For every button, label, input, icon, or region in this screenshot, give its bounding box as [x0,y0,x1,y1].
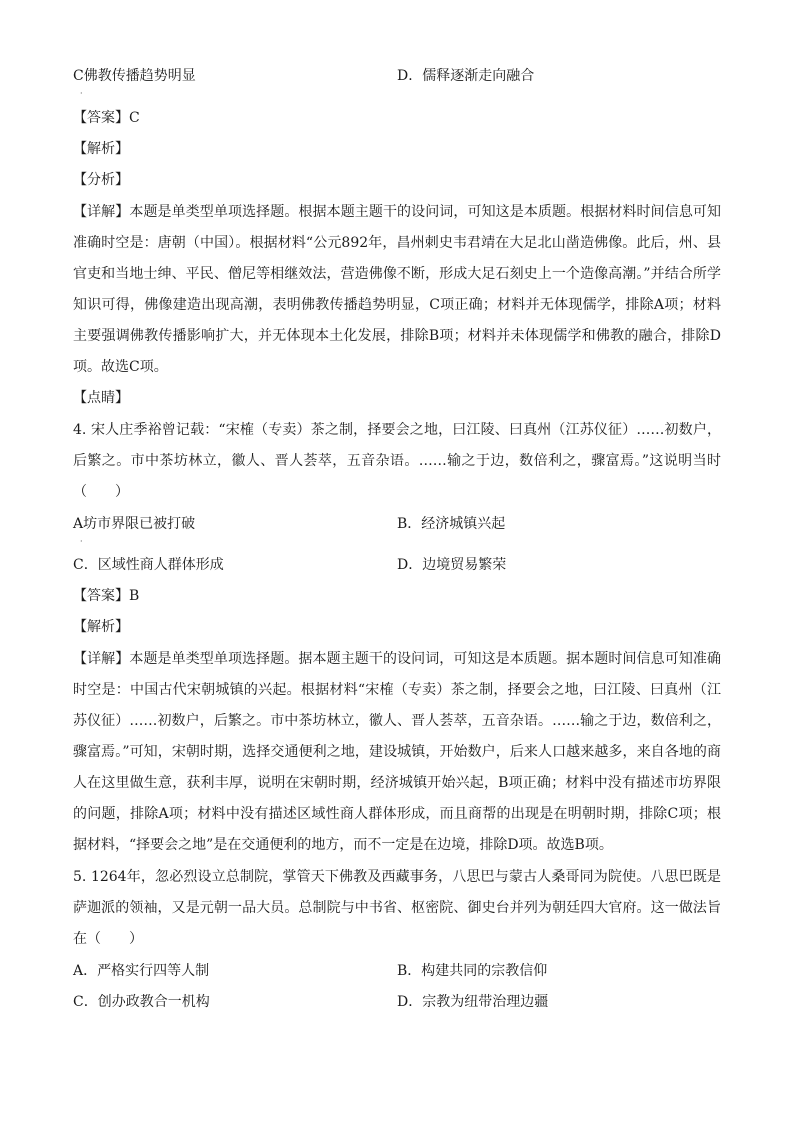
stray-dot: · [80,537,83,546]
q3-fenxi-heading: 【分析】 [73,172,129,188]
answer-label: 【答案】 [73,110,129,126]
q3-jiexi-heading: 【解析】 [73,141,129,157]
q5-option-b: B．构建共同的宗教信仰 [397,963,548,979]
q3-answer [73,108,140,128]
q5-stem: 5. 1264年，忽必烈设立总制院，掌管天下佛教及西藏事务，八思巴与蒙古人桑哥同为院使。八思巴既是萨迦派的领袖，又是元朝一品大员。总制院与中书省、枢密院、御史台并列为朝廷四大官府。这一做法旨在（ ） [73,869,721,947]
answer-value: C [129,110,140,126]
q3-detail-paragraph: 【详解】本题是单类型单项选择题。根据本题主题干的设问词，可知这是本质题。根据材料时间信息可知准确时空是：唐朝（中国）。根据材料“公元892年，昌州刺史韦君靖在大足北山凿造佛像。此后，州、县官吏和当地士绅、平民、僧尼等相继效法，营造佛像不断，形成大足石刻史上一个造像高潮。”并结合所学知识可得，佛像建造出现高潮，表明佛教传播趋势明显，C项正确；材料并无体现儒学，排除A项；材料主要强调佛教传播影响扩大，并无体现本土化发展，排除B项；材料并未体现儒学和佛教的融合，排除D项。故选C项。 [73,204,721,375]
q3-option-d: D．儒释逐渐走向融合 [397,68,535,84]
q4-option-a: A坊市界限已被打破 [73,516,196,532]
q5-option-a: A．严格实行四等人制 [73,963,210,979]
q4-detail-paragraph: 【详解】本题是单类型单项选择题。据本题主题干的设问词，可知这是本质题。据本题时间信息可知准确时空是：中国古代宋朝城镇的兴起。根据材料“宋榷（专卖）茶之制，择要会之地，曰江陵、曰真州（江苏仪征）……初数户，后繁之。市中茶坊林立，徽人、晋人荟萃，五音杂语。……输之于边，数倍利之，骤富焉。”可知，宋朝时期，选择交通便利之地，建设城镇，开始数户，后来人口越来越多，来自各地的商人在这里做生意，获利丰厚，说明在宋朝时期，经济城镇开始兴起，B项正确；材料中没有描述市坊界限的问题，排除A项；材料中没有描述区域性商人群体形成，而且商帮的出现是在明朝时期，排除C项；根据材料，“择要会之地”是在交通便利的地方，而不一定是在边境，排除D项。故选B项。 [73,651,721,853]
q3-option-c: C佛教传播趋势明显 [73,68,196,84]
q4-option-b: B．经济城镇兴起 [397,516,506,532]
q5-option-c: C．创办政教合一机构 [73,994,210,1010]
q3-dianjing-heading: 【点睛】 [73,390,129,406]
answer-value: B [129,588,140,604]
stray-dot: · [80,89,83,98]
q5-option-d: D．宗教为纽带治理边疆 [397,994,549,1010]
q4-option-d: D．边境贸易繁荣 [397,557,507,573]
q4-answer [73,586,139,606]
q4-jiexi-heading: 【解析】 [73,619,129,635]
answer-label: 【答案】 [73,588,129,604]
q4-stem: 4. 宋人庄季裕曾记载：“宋榷（专卖）茶之制，择要会之地，曰江陵、曰真州（江苏仪征）……初数户，后繁之。市中茶坊林立，徽人、晋人荟萃，五音杂语。……输之于边，数倍利之，骤富焉。”这说明当时（ ） [73,422,721,500]
q4-option-c: C．区域性商人群体形成 [73,557,224,573]
